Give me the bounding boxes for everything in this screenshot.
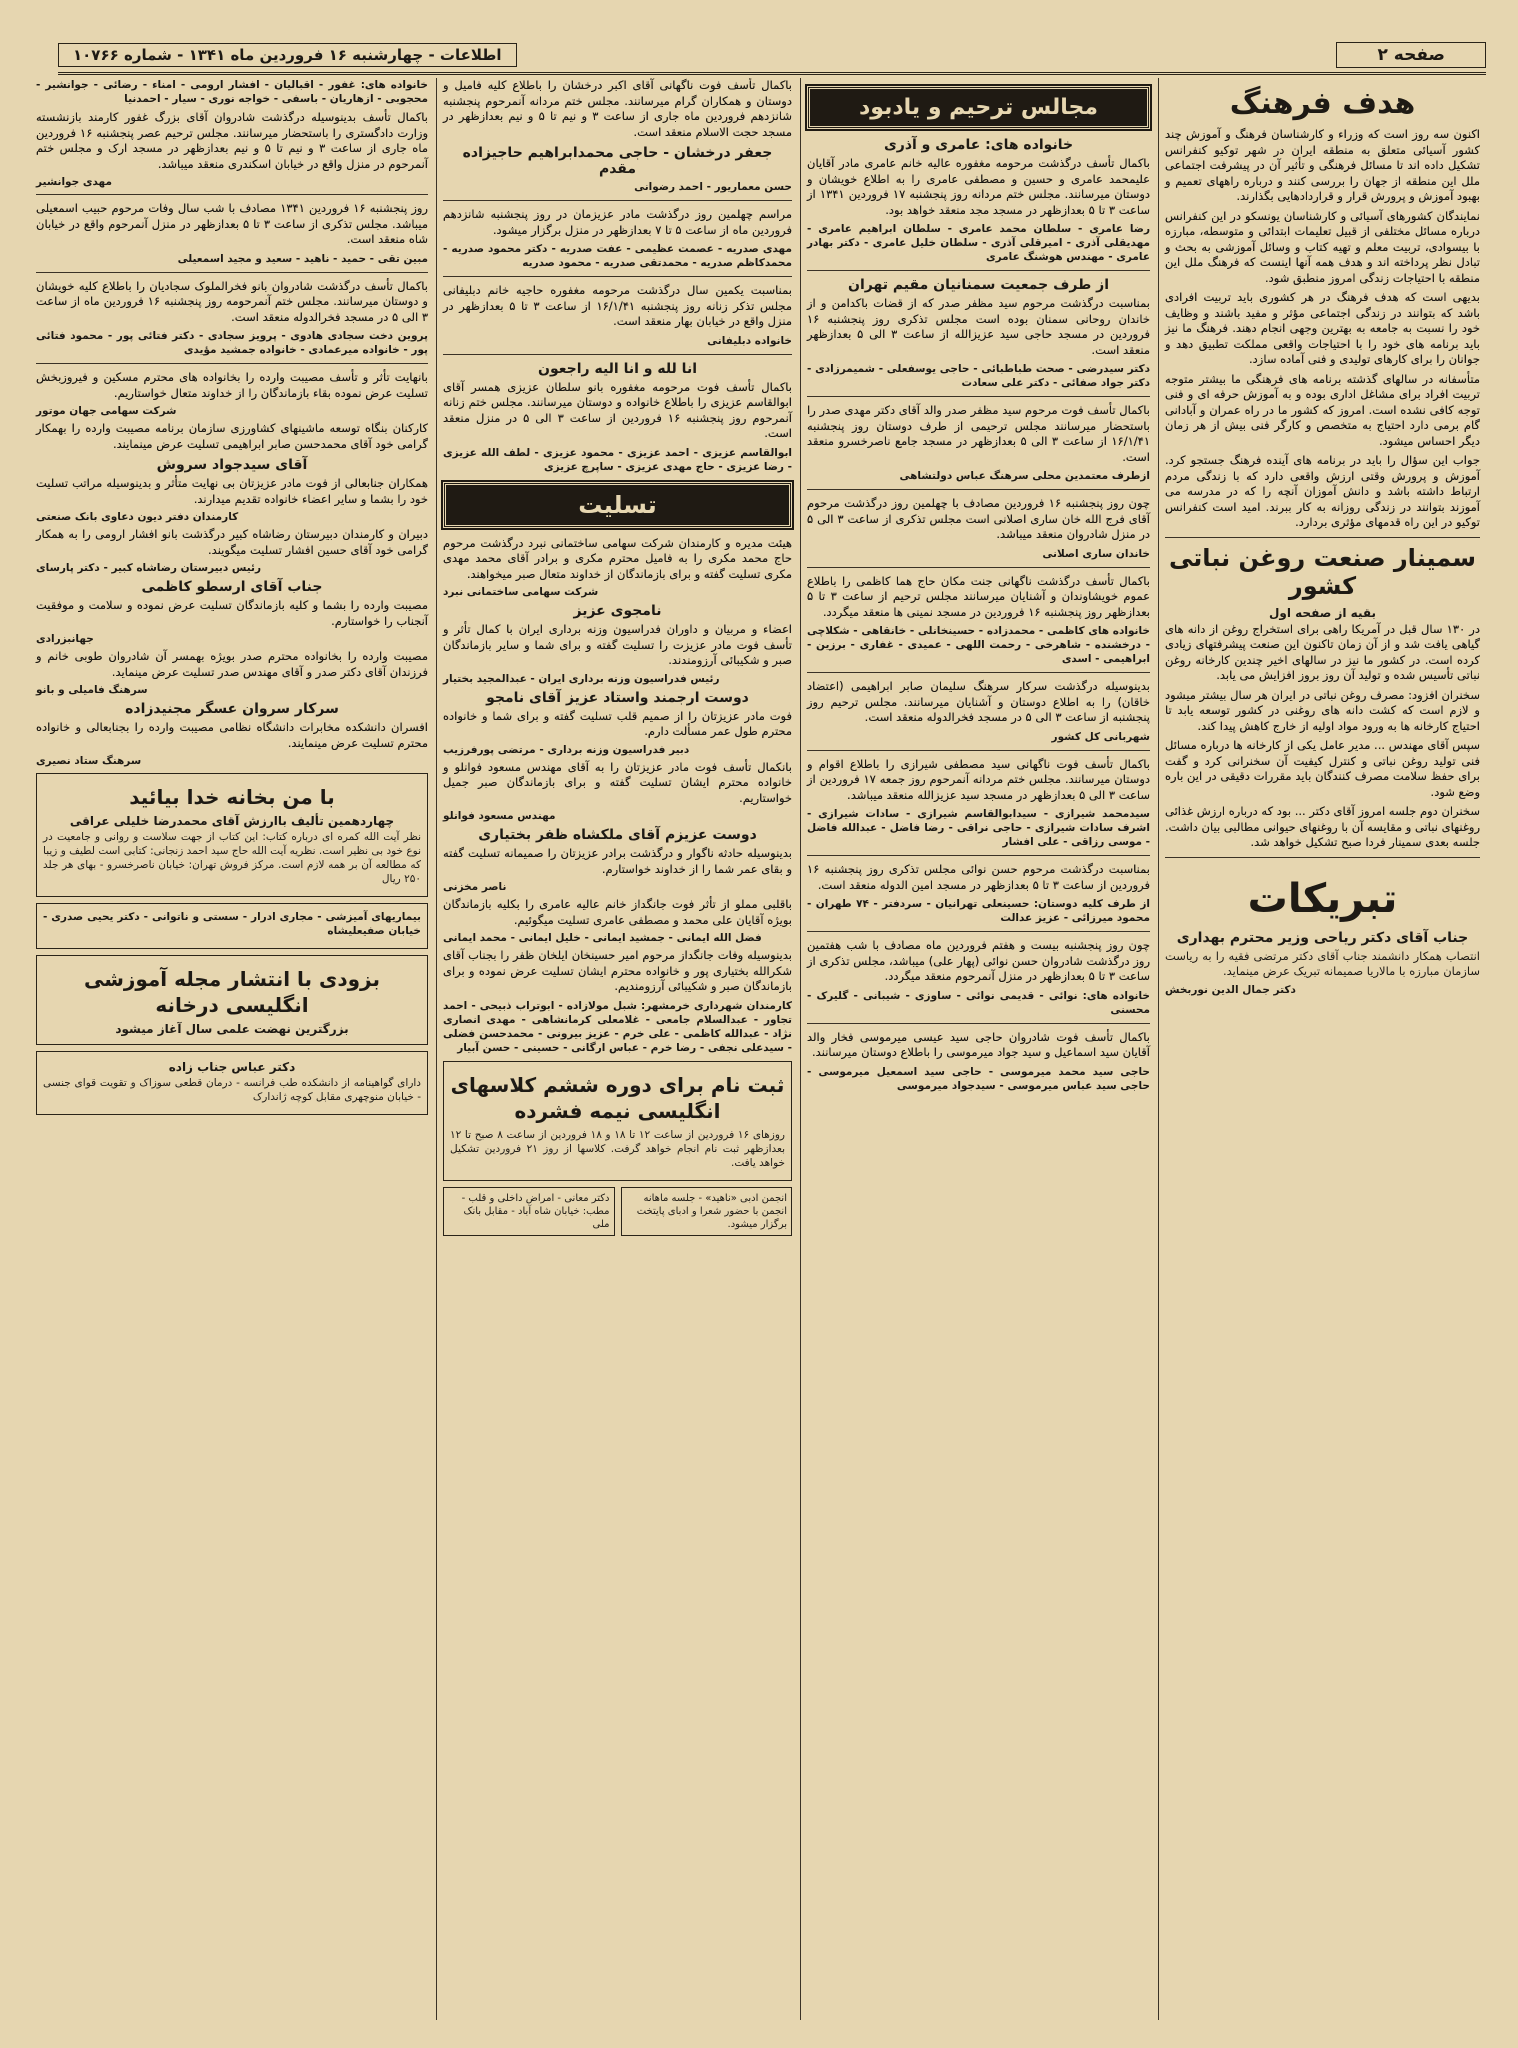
- notice-signatures: جهانبزرادی: [36, 633, 94, 645]
- memorials-header: مجالس ترحیم و یادبود: [807, 86, 1150, 129]
- poetry-society-ad: انجمن ادبی «ناهید» - جلسه ماهانه انجمن با حضور شعرا و ادبای پایتخت برگزار میشود.: [621, 1187, 793, 1236]
- notice-text: بمناسبت درگذشت مرحوم سید مظفر صدر که از قضات باکدامن و از خاندان روحانی سمنان بوده است مجلس تذکری روز پنجشنبه ۱۶ فروردین در مسجد حاجی سید عزیزالله از ساعت ۳ الی ۵ بعدازظهر منعقد است.: [807, 296, 1150, 357]
- divider: [807, 396, 1150, 397]
- notice-heading: از طرف جمعیت سمنانیان مقیم تهران: [848, 277, 1109, 293]
- condolence-heading: دوست ارجمند واستاد عزیز آقای نامجو: [486, 689, 749, 706]
- notice-signatures: دکتر سیدرضی - صحت طباطبائی - حاجی یوسفعلی - شمیمرزادی - دکتر جواد صفائی - دکتر علی سعادت: [807, 363, 1150, 389]
- notice-signatures: شرکت سهامی جهان موتور: [36, 405, 177, 417]
- registration-title: ثبت نام برای دوره ششم کلاسهای انگلیسی نیمه فشرده: [450, 1072, 785, 1123]
- notice-text: روز پنجشنبه ۱۶ فروردین ۱۳۴۱ مصادف با شب سال وفات مرحوم حبیب اسمعیلی میباشد. مجلس تذکری از ساعت ۳ تا ۵ بعدازظهر در منزل آنمرحوم واقع در خیابان شاه منعقد است.: [36, 201, 428, 246]
- notice-heading: خانواده های: عامری و آذری: [883, 137, 1074, 153]
- notice-signatures: خانواده دبلیفانی: [707, 334, 792, 347]
- page-header: [58, 38, 1486, 75]
- condolence-heading: نامجوی عزیز: [573, 603, 662, 619]
- notice-text: بمناسبت درگذشت مرحوم حسن نوائی مجلس تذکری روز پنجشنبه ۱۶ فروردین از ساعت ۳ تا ۵ بعدازظهر در مسجد امین الدوله منعقد است.: [807, 862, 1150, 892]
- divider: [36, 272, 428, 273]
- condolence-header: تسلیت: [443, 482, 792, 528]
- divider: [807, 489, 1150, 490]
- notice-signatures: از طرف کلیه دوستان: حسینعلی تهرانیان - سردفتر - ۷۴ طهران - محمود میرزائی - عزیز عدالت: [807, 898, 1150, 924]
- notice-text: باکمال تأسف فوت ناگهانی سید مصطفی شیرازی را باطلاع اقوام و دوستان میرسانند. مجلس ختم مردانه آنمرحوم روز جمعه ۱۷ فروردین از ساعت ۳ الی ۵ بعدازظهر در مسجد سید عزیزالله منعقد میباشد.: [807, 756, 1150, 802]
- doctor-ad: [36, 1051, 428, 1115]
- notice-text: چون روز پنجشنبه ۱۶ فروردین مصادف با چهلمین روز درگذشت مرحوم آقای فرج الله خان ساری اصلانی است مجلس تذکری از ساعت ۳ الی ۵ در منزل شادروان منعقد میباشد.: [807, 496, 1150, 541]
- condolence-signature: مهندس مسعود فوانلو: [443, 810, 556, 822]
- book-ad: [36, 773, 428, 897]
- divider: [443, 276, 792, 277]
- notice-text: چون روز پنجشنبه بیست و هفتم فروردین ماه مصادف با شب هفتمین روز درگذشت شادروان حسن نوائی (پهار علی) میباشد، مجلس تذکری از ساعت ۳ تا ۵ بعدازظهر در منزل آنمرحوم منعقد میگردد.: [807, 938, 1150, 983]
- magazine-ad: [36, 955, 428, 1045]
- notice-signatures: مبین تقی - حمید - ناهید - سعید و مجید اسمعیلی: [177, 252, 428, 265]
- seminar-subtitle: بقیه از صفحه اول: [1268, 605, 1376, 620]
- notice-signatures: رئیس دبیرستان رضاشاه کبیر - دکتر پارسای: [36, 562, 262, 574]
- divider: [807, 855, 1150, 856]
- divider: [807, 672, 1150, 673]
- condolence-text: بدینوسیله وفات جانگداز مرحوم امیر حسینخان ایلخان ظفر را بجناب آقای شکرالله بختیاری پور و خانواده محترم ایشان تسلیت عرض نموده و برای بازماندگان صبر و شکیبائی آرزومندیم.: [443, 948, 792, 993]
- notice-text: باکمال تأسف فوت مرحومه مغفوره بانو سلطان عزیزی همسر آقای ابوالقاسم عزیزی را باطلاع خانواده و دوستان میرسانند. مجلس ختم زنانه آنمرحوم روز پنجشنبه ۱۶ فروردین از ساعت ۳ الی ۵ در منزل منعقد است.: [443, 379, 792, 440]
- editorial-paragraph: جواب این سؤال را باید در برنامه های آینده فرهنگ جستجو کرد. آموزش و پرورش وقتی ارزش واقعی دارد که با زندگی مردم ارتباط داشته باشد و دانش آموزان آنچه را که در مدرسه می آموزند بتوانند در زندگی روزانه به کار ببرند. امید است کنفرانس توکیو در این راه قدمهای مؤثری بردارد.: [1165, 453, 1480, 529]
- registration-ad: [443, 1061, 792, 1181]
- notice-signatures: خانواده های: نوائی - قدیمی نوائی - ساوزی - شیبانی - گلیرک - محسنی: [807, 989, 1150, 1016]
- notice-text: باکمال تأسف فوت مرحوم سید مظفر صدر والد آقای دکتر مهدی صدر را باستحضار میرسانند مجلس ترحیمی از طرف دوستان روز پنجشنبه ۱۶/۱/۴۱ از ساعت ۳ الی ۵ بعدازظهر در مسجد جامع ناصرخسرو منعقد است.: [807, 403, 1150, 464]
- congratulations-text: انتصاب همکار دانشمند جناب آقای دکتر مرتضی فقیه را به ریاست سازمان مبارزه با مالاریا صمیمانه تبریک عرض مینماید.: [1165, 948, 1480, 978]
- notice-heading: جعفر درخشان - حاجی محمدابراهیم حاجیزاده مقدم: [462, 145, 773, 177]
- column-family-notices: [30, 78, 434, 2020]
- magazine-ad-subtitle: بزرگترین نهضت علمی سال آغاز میشود: [115, 1022, 349, 1036]
- divider: [1165, 537, 1480, 538]
- notice-heading: آقای سیدجواد سروش: [156, 457, 308, 473]
- condolence-signature: کارمندان شهرداری خرمشهر: شبل مولازاده - ابوتراب ذبیحی - احمد تجاور - عبدالسلام جامعی - غلامعلی کرمانشاهی - مهدی انصاری نژاد - عبدالله کاظمی - علی خرم - عزیز بیرونی - محمدحسن فضلی - سیدعلی نجفی - رضا خرم - عباس ارگانی - حسینی - حسن آبیار: [443, 999, 792, 1054]
- notice-signatures: شهربانی کل کشور: [1051, 730, 1150, 743]
- clinic-ad-text: بیماریهای آمیزشی - مجاری ادرار - سستی و ناتوانی - دکتر یحیی صدری - خیابان صفیعلیشاه: [43, 911, 421, 937]
- notice-text: بدینوسیله درگذشت سرکار سرهنگ سلیمان صابر ابراهیمی (اعتضاد خاقان) را به اطلاع دوستان و آشنایان میرسانند. مجلس ترحیم روز پنجشنبه از ساعت ۳ الی ۵ در مسجد فخرالدوله منعقد است.: [807, 679, 1150, 724]
- editorial-paragraph: نمایندگان کشورهای آسیائی و کارشناسان یونسکو در این کنفرانس درباره مسائل مختلفی از قبیل تعلیمات ابتدائی و متوسطه، مبارزه با بیسوادی، تربیت معلم و تهیه کتاب و وسائل آموزشی به بحث و تبادل نظر پرداخته اند و هدف همه آنها اینست که فرهنگ ملل این منطقه با احتیاجات زندگی امروز منطبق شود.: [1165, 208, 1480, 285]
- notice-signatures: حسن معماریور - احمد رضوانی: [634, 181, 792, 193]
- notice-text: باکمال تأسف درگذشت شادروان بانو فخرالملوک سجادیان را باطلاع کلیه خویشان و دوستان میرسانند. مجلس ختم آنمرحومه روز پنجشنبه ۱۶ فروردین ماه از ساعت ۳ الی ۵ در مسجد فخرالدوله منعقد است.: [36, 278, 428, 324]
- notice-text: افسران دانشکده مخابرات دانشگاه نظامی مصیبت وارده را بجنابعالی و خانواده محترم تسلیت عرض مینمایند.: [36, 720, 428, 750]
- notice-signatures: سرهنگ ستاد نصیری: [36, 755, 142, 767]
- condolence-signature: فضل الله ایمانی - جمشید ایمانی - خلیل ایمانی - محمد ایمانی: [443, 932, 762, 944]
- editorial-paragraph: متأسفانه در سالهای گذشته برنامه های فرهنگی ما بیشتر متوجه تربیت افراد برای مشاغل اداری بوده و به آموزش حرفه ای و فنی توجه کافی نشده است. امروز که کشور ما در راه عمران و آبادانی گام برمی دارد احتیاج به متخصص و کارگر فنی بیش از هر زمان دیگر احساس میشود.: [1165, 371, 1480, 448]
- registration-text: روزهای ۱۶ فروردین از ساعت ۱۲ تا ۱۸ و ۱۸ فروردین از ساعت ۸ صبح تا ۱۲ بعدازظهر ثبت نام انجام خواهد گرفت. کلاسها از روز ۲۱ فروردین تشکیل خواهد یافت.: [450, 1128, 786, 1169]
- editorial-paragraph: بدیهی است که هدف فرهنگ در هر کشوری باید تربیت افرادی باشد که بتوانند در زندگی اجتماعی مؤثر و مفید باشند و وظایف خود را نسبت به جامعه به بهترین وجهی انجام دهند. فرهنگ ما نیز باید برنامه های خود را با احتیاجات واقعی مملکت تطبیق دهد و جوانان را برای کارهای تولیدی و فنی آماده سازد.: [1165, 290, 1480, 366]
- notice-text: باکمال تأسف درگذشت مرحومه مغفوره عالیه خانم عامری مادر آقایان علیمحمد عامری و حسین و مصطفی عامری را به اطلاع خویشان و دوستان میرسانند. مجلس ختم مردانه روز پنجشنبه ۱۷ فروردین ۱۳۴۱ از ساعت ۳ تا ۵ بعدازظهر در مسجد مجد منعقد خواهد بود.: [807, 156, 1151, 217]
- notice-text: کارکنان بنگاه توسعه ماشینهای کشاورزی سازمان برنامه مصیبت وارده را بهمکار گرامی خود آقای محمدحسن صابر ابراهیمی تسلیت عرض مینمایند.: [36, 421, 428, 451]
- notice-text: مراسم چهلمین روز درگذشت مادر عزیزمان در روز پنجشنبه شانزدهم فروردین ماه از ساعت ۵ تا ۷ بعدازظهر در منزل برگزار میشود.: [443, 207, 792, 237]
- condolence-signature: ناصر مخزنی: [443, 881, 507, 893]
- condolence-text: بانکمال تأسف فوت مادر عزیزتان را به آقای مهندس مسعود فوانلو و خانواده محترم ایشان تسلیت گفته و برای بازماندگان صبر جمیل خواستاریم.: [443, 759, 792, 805]
- divider: [443, 354, 792, 355]
- divider: [807, 567, 1150, 568]
- condolence-heading: دوست عزیزم آقای ملکشاه ظفر بختیاری: [478, 827, 757, 843]
- condolence-signature: دبیر فدراسیون وزنه برداری - مرتضی پورفرزیب: [443, 743, 690, 756]
- doctor-ad-text: دارای گواهینامه از دانشکده طب فرانسه - درمان قطعی سوزاک و تقویت قوای جنسی - خیابان منوچهری مقابل کوچه ژاندارک: [43, 1077, 421, 1103]
- notice-text: باکمال تأسف درگذشت ناگهانی جنت مکان حاج هما کاظمی را باطلاع عموم خویشاوندان و آشنایان میرسانند مجلس ترحیم از ساعت ۳ تا ۵ بعدازظهر روز پنجشنبه ۱۶ فروردین در مسجد نمینی ها منعقد میگردد.: [807, 573, 1151, 619]
- page-number: صفحه ۲: [1336, 42, 1486, 68]
- condolence-text: فوت مادر عزیزتان را از صمیم قلب تسلیت گفته و برای شما و خانواده محترم طول عمر مسألت دارم.: [443, 708, 792, 738]
- notice-text: بانهایت تأثر و تأسف مصیبت وارده را بخانواده های محترم مسکین و فیروزبخش تسلیت عرض نموده بقاء بازماندگان را از خداوند متعال خواستاریم.: [36, 370, 428, 400]
- condolence-signature: شرکت سهامی ساختمانی نبرد: [443, 586, 599, 598]
- editorial-paragraph: اکنون سه روز است که وزراء و کارشناسان فرهنگ و آموزش چند کشور آسیائی متعلق به منطقه ایران در شهر توکیو کنفرانس تشکیل داده اند تا مسائل فرهنگی و تأثیر آن در پیشرفت اجتماعی ملل این منطقه از جهان را بررسی کنند و درباره راههای تعمیم و بهبود آموزش و پرورش قرار و قراردادهایی بگذارند.: [1165, 127, 1480, 203]
- doctor-ad-title: دکتر عباس جناب زاده: [168, 1060, 296, 1074]
- notice-signatures: رضا عامری - سلطان محمد عامری - سلطان ابراهیم عامری - مهدیقلی آذری - امیرقلی آذری - سلطان خلیل عامری - دکتر بهادر عامری - مهندس هوشنگ عامری: [807, 223, 1150, 263]
- magazine-ad-title: بزودی با انتشار مجله آموزشی انگلیسی درخانه: [83, 967, 381, 1017]
- congratulations-signature: دکتر جمال الدین نوربخش: [1165, 983, 1296, 996]
- column-memorials: [800, 78, 1156, 2020]
- notice-signatures: کارمندان دفتر دیون دعاوی بانک صنعتی: [36, 511, 239, 523]
- seminar-paragraph: در ۱۳۰ سال قبل در آمریکا راهی برای استخراج روغن از دانه های گیاهی یافت شد و از آن زمان تاکنون این صنعت پیشرفتهای زیادی کرده است. در کشور ما نیز در سالهای اخیر چندین کارخانه روغن نباتی تأسیس شده و تولید آن روز بروز افزایش می یابد.: [1165, 621, 1480, 682]
- notice-signatures: خانواده های کاظمی - محمدزاده - حسینخانلی - خانقاهی - شکلاچی - درخشنده - شاهرخی - رحمت اللهی - عمیدی - غفاری - برزین - ابراهیمی - اسدی: [807, 625, 1150, 665]
- divider: [807, 931, 1150, 932]
- notice-text: دبیران و کارمندان دبیرستان رضاشاه کبیر درگذشت بانو افشار ارومی را به همکار گرامی خود آقای حسین افشار تسلیت میگویند.: [36, 527, 428, 557]
- notice-signatures: مهدی جوانشیر: [36, 176, 112, 188]
- notice-signatures: سرهنگ فامیلی و بانو: [36, 684, 148, 696]
- divider: [807, 270, 1150, 271]
- seminar-paragraph: سخنران دوم جلسه امروز آقای دکتر ... بود که درباره ارزش غذائی روغنهای نباتی و مقایسه آن با روغنهای حیوانی مطالبی بیان داشت. جلسه بعدی سمینار فردا صبح تشکیل خواهد شد.: [1165, 804, 1480, 849]
- notice-signatures: ازطرف معتمدین محلی سرهنگ عباس دولتشاهی: [899, 470, 1150, 482]
- clinic-ad: [36, 903, 428, 949]
- notice-heading: جناب آقای ارسطو کاظمی: [141, 579, 323, 595]
- notice-text: باکمال تأسف فوت ناگهانی آقای اکبر درخشان را باطلاع کلیه فامیل و دوستان و همکاران گرام میرسانند. مجلس ختم مردانه آنمرحوم پنجشنبه شانزدهم فروردین ماه جاری از ساعت ۳ و نیم تا ۵ و نیم بعدازظهر در مسجد حجت الاسلام منعقد است.: [443, 78, 792, 139]
- condolence-text: باقلبی مملو از تأثر فوت جانگداز خانم عالیه عامری را بکلیه بازماندگان بویژه آقایان علی محمد و مصطفی عامری تسلیت میگوئیم.: [443, 897, 792, 927]
- seminar-title: سمینار صنعت روغن نباتی کشور: [1169, 543, 1476, 600]
- column-editorial: [1158, 78, 1486, 2020]
- notice-signatures: خاندان ساری اصلانی: [1042, 547, 1150, 560]
- notice-heading: خانواده های: غفور - اقبالیان - افشار ارومی - امناء - رضائی - جوانشیر - محجوبی - ازهاریان - باسفی - خواجه نوری - سیار - احمدنیا: [36, 79, 428, 105]
- small-ads: [443, 1187, 792, 1236]
- congratulations-title: تبریکات: [1247, 875, 1398, 922]
- notice-signatures: ابوالقاسم عزیزی - احمد عزیزی - محمود عزیزی - لطف الله عزیزی - رضا عزیزی - حاج مهدی عزیزی - ساپرچ عزیزی: [443, 446, 792, 473]
- book-ad-title: با من بخانه خدا بیائید: [129, 785, 335, 809]
- divider: [807, 1023, 1150, 1024]
- divider: [807, 750, 1150, 751]
- divider: [36, 363, 428, 364]
- notice-signatures: مهدی صدریه - عصمت عظیمی - عفت صدریه - دکتر محمود صدریه - محمدکاظم صدریه - محمدتقی صدریه - محمود صدریه: [443, 243, 792, 269]
- notice-signatures: حاجی سید محمد میرموسی - حاجی سید اسمعیل میرموسی - حاجی سید عباس میرموسی - سیدجواد میرموسی: [807, 1065, 1150, 1092]
- book-ad-text: نظر آیت الله کمره ای درباره کتاب: این کتاب از جهت سلاست و روانی و جامعیت در نوع خود بی نظیر است. نظریه آیت الله حاج سید احمد زنجانی: کتابی است لطیف و زیبا که مطالعه آن بر همه لازم است. مرکز فروش تهران: خیابان ناصرخسرو - بهای هر جلد ۲۵۰ ریال: [43, 831, 421, 885]
- condolence-text: بدینوسیله حادثه ناگوار و درگذشت برادر عزیزتان را صمیمانه تسلیت گفته و بقای عمر شما را از خداوند خواستارم.: [443, 846, 792, 876]
- condolence-text: هیئت مدیره و کارمندان شرکت سهامی ساختمانی نبرد درگذشت مرحوم حاج محمد مکری را به فامیل محترم مکری و برادر آقای محمد مهدی مکری تسلیت گفته و برای بازماندگان از خداوند متعال صبر میخواهند.: [443, 535, 792, 581]
- divider: [36, 194, 428, 195]
- masthead-line: اطلاعات - چهارشنبه ۱۶ فروردین ماه ۱۳۴۱ - شماره ۱۰۷۶۶: [58, 43, 517, 67]
- divider: [443, 200, 792, 201]
- congratulations-heading: جناب آقای دکتر ریاحی وزیر محترم بهداری: [1176, 929, 1469, 946]
- notice-text: همکاران جنابعالی از فوت مادر عزیزتان بی نهایت متأثر و بدینوسیله مراتب تسلیت خود را بشما و سایر اعضاء خانواده تقدیم میدارند.: [36, 476, 428, 506]
- notice-signatures: پروین دخت سجادی هادوی - پرویز سجادی - دکتر فتائی پور - محمود فتائی پور - خانواده میرعمادی - خانواده جمشید مؤیدی: [36, 330, 428, 356]
- seminar-paragraph: سخنران افزود: مصرف روغن نباتی در ایران هر سال بیشتر میشود و لازم است که کشت دانه های روغنی در کشور توسعه یابد تا احتیاج کارخانه ها به ورود مواد اولیه از خارج کاهش پیدا کند.: [1165, 687, 1480, 733]
- notice-text: باکمال تأسف بدینوسیله درگذشت شادروان آقای بزرگ غفور کارمند بازنشسته وزارت دادگستری را باستحضار میرسانند. مجلس ترحیم عصر پنجشنبه ۱۶ فروردین ماه جاری از ساعت ۳ و نیم تا ۵ و نیم بعدازظهر در مسجد ارک و مجلس ختم آنمرحوم در منزل واقع در خیابان اسکندری منعقد میباشد.: [36, 110, 428, 171]
- notice-signatures: سیدمحمد شیرازی - سیدابوالقاسم شیرازی - سادات شیرازی - اشرف سادات شیرازی - حاجی نراقی - رضا فاضل - عبدالله فاضل - موسی رزاقی - علی افشار: [807, 808, 1150, 848]
- notice-text: بمناسبت یکمین سال درگذشت مرحومه مغفوره حاجیه خانم دبلیفانی مجلس تذکر زنانه روز پنجشنبه ۱۶/۱/۴۱ از ساعت ۳ تا ۵ بعدازظهر در منزل واقع در خیابان بهار منعقد است.: [443, 283, 792, 328]
- notice-heading: انا لله و انا الیه راجعون: [538, 360, 697, 377]
- divider: [1165, 857, 1480, 858]
- notice-text: مصیبت وارده را بخانواده محترم صدر بویژه بهمسر آن شادروان طوبی خانم و فرزندان آقای دکتر صدر و آقای مهندس صدر تسلیت عرض مینماید.: [36, 649, 428, 679]
- notice-heading: سرکار سروان عسگر مجنیدزاده: [125, 701, 339, 717]
- notice-text: مصیبت وارده را بشما و کلیه بازماندگان تسلیت عرض نموده و سلامت و موفقیت آنجناب را خواستارم.: [36, 598, 428, 628]
- doctor-ad: دکتر معانی - امراض داخلی و قلب - مطب: خیابان شاه آباد - مقابل بانک ملی: [443, 1187, 615, 1236]
- editorial-title: هدف فرهنگ: [1229, 86, 1416, 121]
- condolence-text: اعضاء و مربیان و داوران فدراسیون وزنه برداری ایران با کمال تأثر و تأسف فوت مادر عزیزت را تسلیت گفته و برای شما و سایر بازماندگان صبر و شکیبائی آرزومندند.: [443, 622, 792, 667]
- notice-text: باکمال تأسف فوت شادروان حاجی سید عیسی میرموسی فخار والد آقایان سید اسماعیل و سید جواد میرموسی را باطلاع دوستان میرسانند.: [807, 1029, 1150, 1059]
- seminar-paragraph: سپس آقای مهندس ... مدیر عامل یکی از کارخانه ها درباره مسائل فنی تولید روغن نباتی و کنترل کیفیت آن سخنرانی کرد و گفت برای حفظ سلامت مصرف کنندگان باید مقررات دقیقی در این باره وضع شود.: [1165, 738, 1480, 799]
- book-ad-subtitle: چهاردهمین تألیف باارزش آقای محمدرضا خلیلی عراقی: [69, 814, 395, 828]
- column-condolences: [436, 78, 798, 2020]
- condolence-signature: رئیس فدراسیون وزنه برداری ایران - عبدالمجید بختیار: [443, 672, 720, 685]
